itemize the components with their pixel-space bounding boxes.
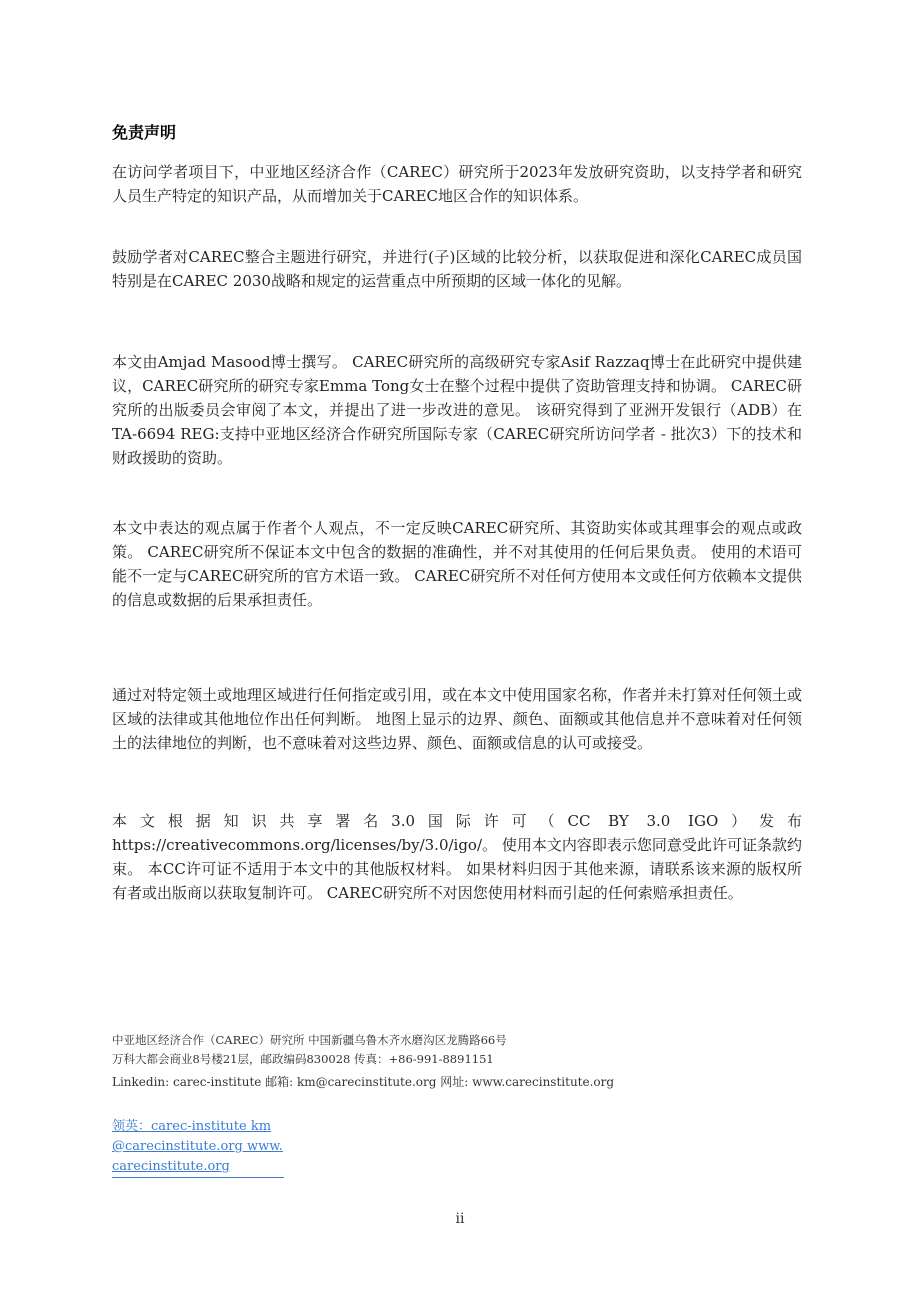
paragraph-territory-disclaimer: 通过对特定领土或地理区域进行任何指定或引用，或在本文中使用国家名称，作者并未打算对任何领土或区域的法律或其他地位作出任何判断。 地图上显示的边界、颜色、面额或其他信息并不意味着对任何领土的法律地位的判断，也不意味着对这些边界、颜色、面额或信息的认可或接受。 [112,686,803,752]
paragraph-license: 本文根据知识共享署名3.0国际许可（CC BY 3.0 IGO）发布 https://creativecommons.org/licenses/by/3.0/igo/。 使用本文内容即表示您同意受此许可证条款约束。 本CC许可证不适用于本文中的其他版权材料。 如果材料归因于其他来源，请联系该来源的版权所有者或出版商以获取复制许可。 CAREC研究所不对因您使用材料而引起的任何索赔承担责任。 [112,812,802,902]
paragraph-authorship: 本文由Amjad Masood博士撰写。 CAREC研究所的高级研究专家Asif Razzaq博士在此研究中提供建议，CAREC研究所的研究专家Emma Tong女士在整个过程中提供了资助管理支持和协调。 CAREC研究所的出版委员会审阅了本文，并提出了进一步改进的意见。 该研究得到了亚洲开发银行（ADB）在TA-6694 REG:支持中亚地区经济合作研究所国际专家（CAREC研究所访问学者 - 批次3）下的技术和财政援助的资助。 [112,353,802,467]
page-title: 免责声明 [112,123,177,142]
contact-links-text[interactable]: 领英：carec-institute km@carecinstitute.org www.carecinstitute.org [112,1119,283,1174]
footer-contact-line: Linkedin: carec-institute 邮箱: km@carecinstitute.org 网址: www.carecinstitute.org [112,1075,615,1089]
footer-address-line-2: 万科大都会商业8号楼21层，邮政编码830028 传真：+86-991-8891151 [112,1052,494,1066]
paragraph-visiting-scholar: 在访问学者项目下，中亚地区经济合作（CAREC）研究所于2023年发放研究资助，以支持学者和研究人员生产特定的知识产品，从而增加关于CAREC地区合作的知识体系。 [112,163,802,205]
paragraph-views-disclaimer: 本文中表达的观点属于作者个人观点，不一定反映CAREC研究所、其资助实体或其理事会的观点或政策。 CAREC研究所不保证本文中包含的数据的准确性，并不对其使用的任何后果负责。 使用的术语可能不一定与CAREC研究所的官方术语一致。 CAREC研究所不对任何方使用本文或任何方依赖本文提供的信息或数据的后果承担责任。 [112,519,802,609]
paragraph-research-encouragement: 鼓励学者对CAREC整合主题进行研究，并进行(子)区域的比较分析，以获取促进和深化CAREC成员国特别是在CAREC 2030战略和规定的运营重点中所预期的区域一体化的见解。 [112,248,802,290]
footer-address-line-1: 中亚地区经济合作（CAREC）研究所 中国新疆乌鲁木齐水磨沟区龙腾路66号 [112,1033,507,1047]
page-number: ii [455,1211,465,1227]
contact-links[interactable] [112,1117,284,1178]
